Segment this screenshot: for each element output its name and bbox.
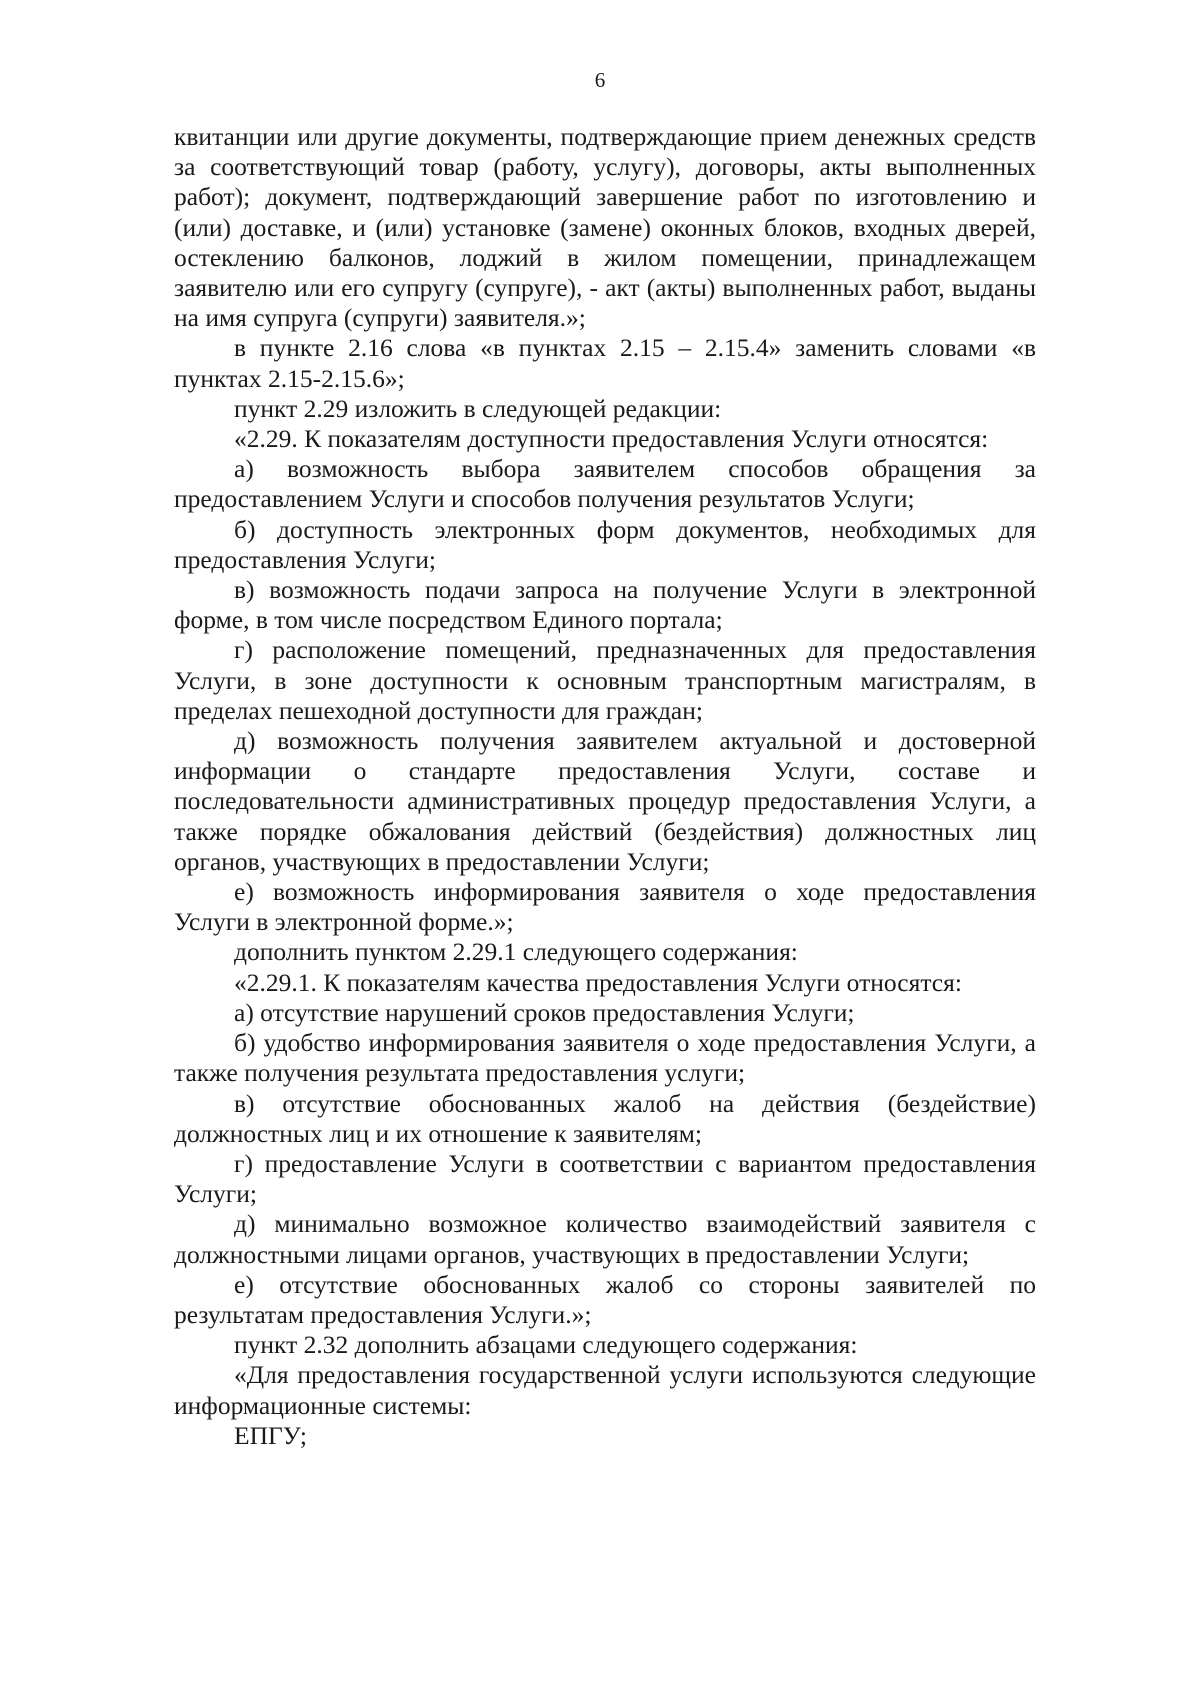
paragraph: д) минимально возможное количество взаимодействий заявителя с должностными лицами органов, участвующих в предоставлении Услуги; <box>174 1209 1036 1269</box>
paragraph: е) отсутствие обоснованных жалоб со стороны заявителей по результатам предоставления Услуги.»; <box>174 1269 1036 1329</box>
paragraph: б) доступность электронных форм документов, необходимых для предоставления Услуги; <box>174 514 1036 574</box>
paragraph: ЕПГУ; <box>234 1420 307 1450</box>
paragraph: «Для предоставления государственной услуги используются следующие информационные системы: <box>174 1360 1036 1420</box>
paragraph: пункт 2.32 дополнить абзацами следующего содержания: <box>234 1330 858 1360</box>
paragraph: «2.29. К показателям доступности предоставления Услуги относятся: <box>234 424 989 454</box>
paragraph: пункт 2.29 изложить в следующей редакции: <box>234 393 722 423</box>
paragraph: квитанции или другие документы, подтверждающие прием денежных средств за соответствующий товар (работу, услугу), договоры, акты выполненных работ); документ, подтверждающий завершение работ по изготовлению и (или) доставке, и (или) установке (замене) оконных блоков, входных дверей, остеклению балконов, лоджий в жилом помещении, принадлежащем заявителю или его супругу (супруге), - акт (акты) выполненных работ, выданы на имя супруга (супруги) заявителя.»; <box>174 122 1036 333</box>
paragraph: д) возможность получения заявителем актуальной и достоверной информации о стандарте предоставления Услуги, составе и последовательности административных процедур предоставления Услуги, а также порядке обжалования действий (бездействия) должностных лиц органов, участвующих в предоставлении Услуги; <box>174 726 1036 876</box>
paragraph: б) удобство информирования заявителя о ходе предоставления Услуги, а также получения результата предоставления услуги; <box>174 1028 1036 1088</box>
paragraph: г) предоставление Услуги в соответствии с вариантом предоставления Услуги; <box>174 1148 1036 1209</box>
paragraph: г) расположение помещений, предназначенных для предоставления Услуги, в зоне доступности к основным транспортным магистралям, в пределах пешеходной доступности для граждан; <box>174 635 1036 725</box>
paragraph: а) отсутствие нарушений сроков предоставления Услуги; <box>234 997 855 1027</box>
page-number: 6 <box>594 68 606 92</box>
paragraph: в пункте 2.16 слова «в пунктах 2.15 – 2.15.4» заменить словами «в пунктах 2.15-2.15.6»; <box>174 333 1036 393</box>
paragraph: е) возможность информирования заявителя о ходе предоставления Услуги в электронной форме.»; <box>174 877 1036 937</box>
paragraph: в) возможность подачи запроса на получение Услуги в электронной форме, в том числе посредством Единого портала; <box>174 575 1036 635</box>
paragraph: в) отсутствие обоснованных жалоб на действия (бездействие) должностных лиц и их отношение к заявителям; <box>174 1088 1036 1148</box>
document-body <box>174 122 1036 1451</box>
paragraph: «2.29.1. К показателям качества предоставления Услуги относятся: <box>234 967 962 997</box>
paragraph: дополнить пунктом 2.29.1 следующего содержания: <box>234 937 798 967</box>
paragraph: а) возможность выбора заявителем способов обращения за предоставлением Услуги и способов получения результатов Услуги; <box>174 454 1036 514</box>
